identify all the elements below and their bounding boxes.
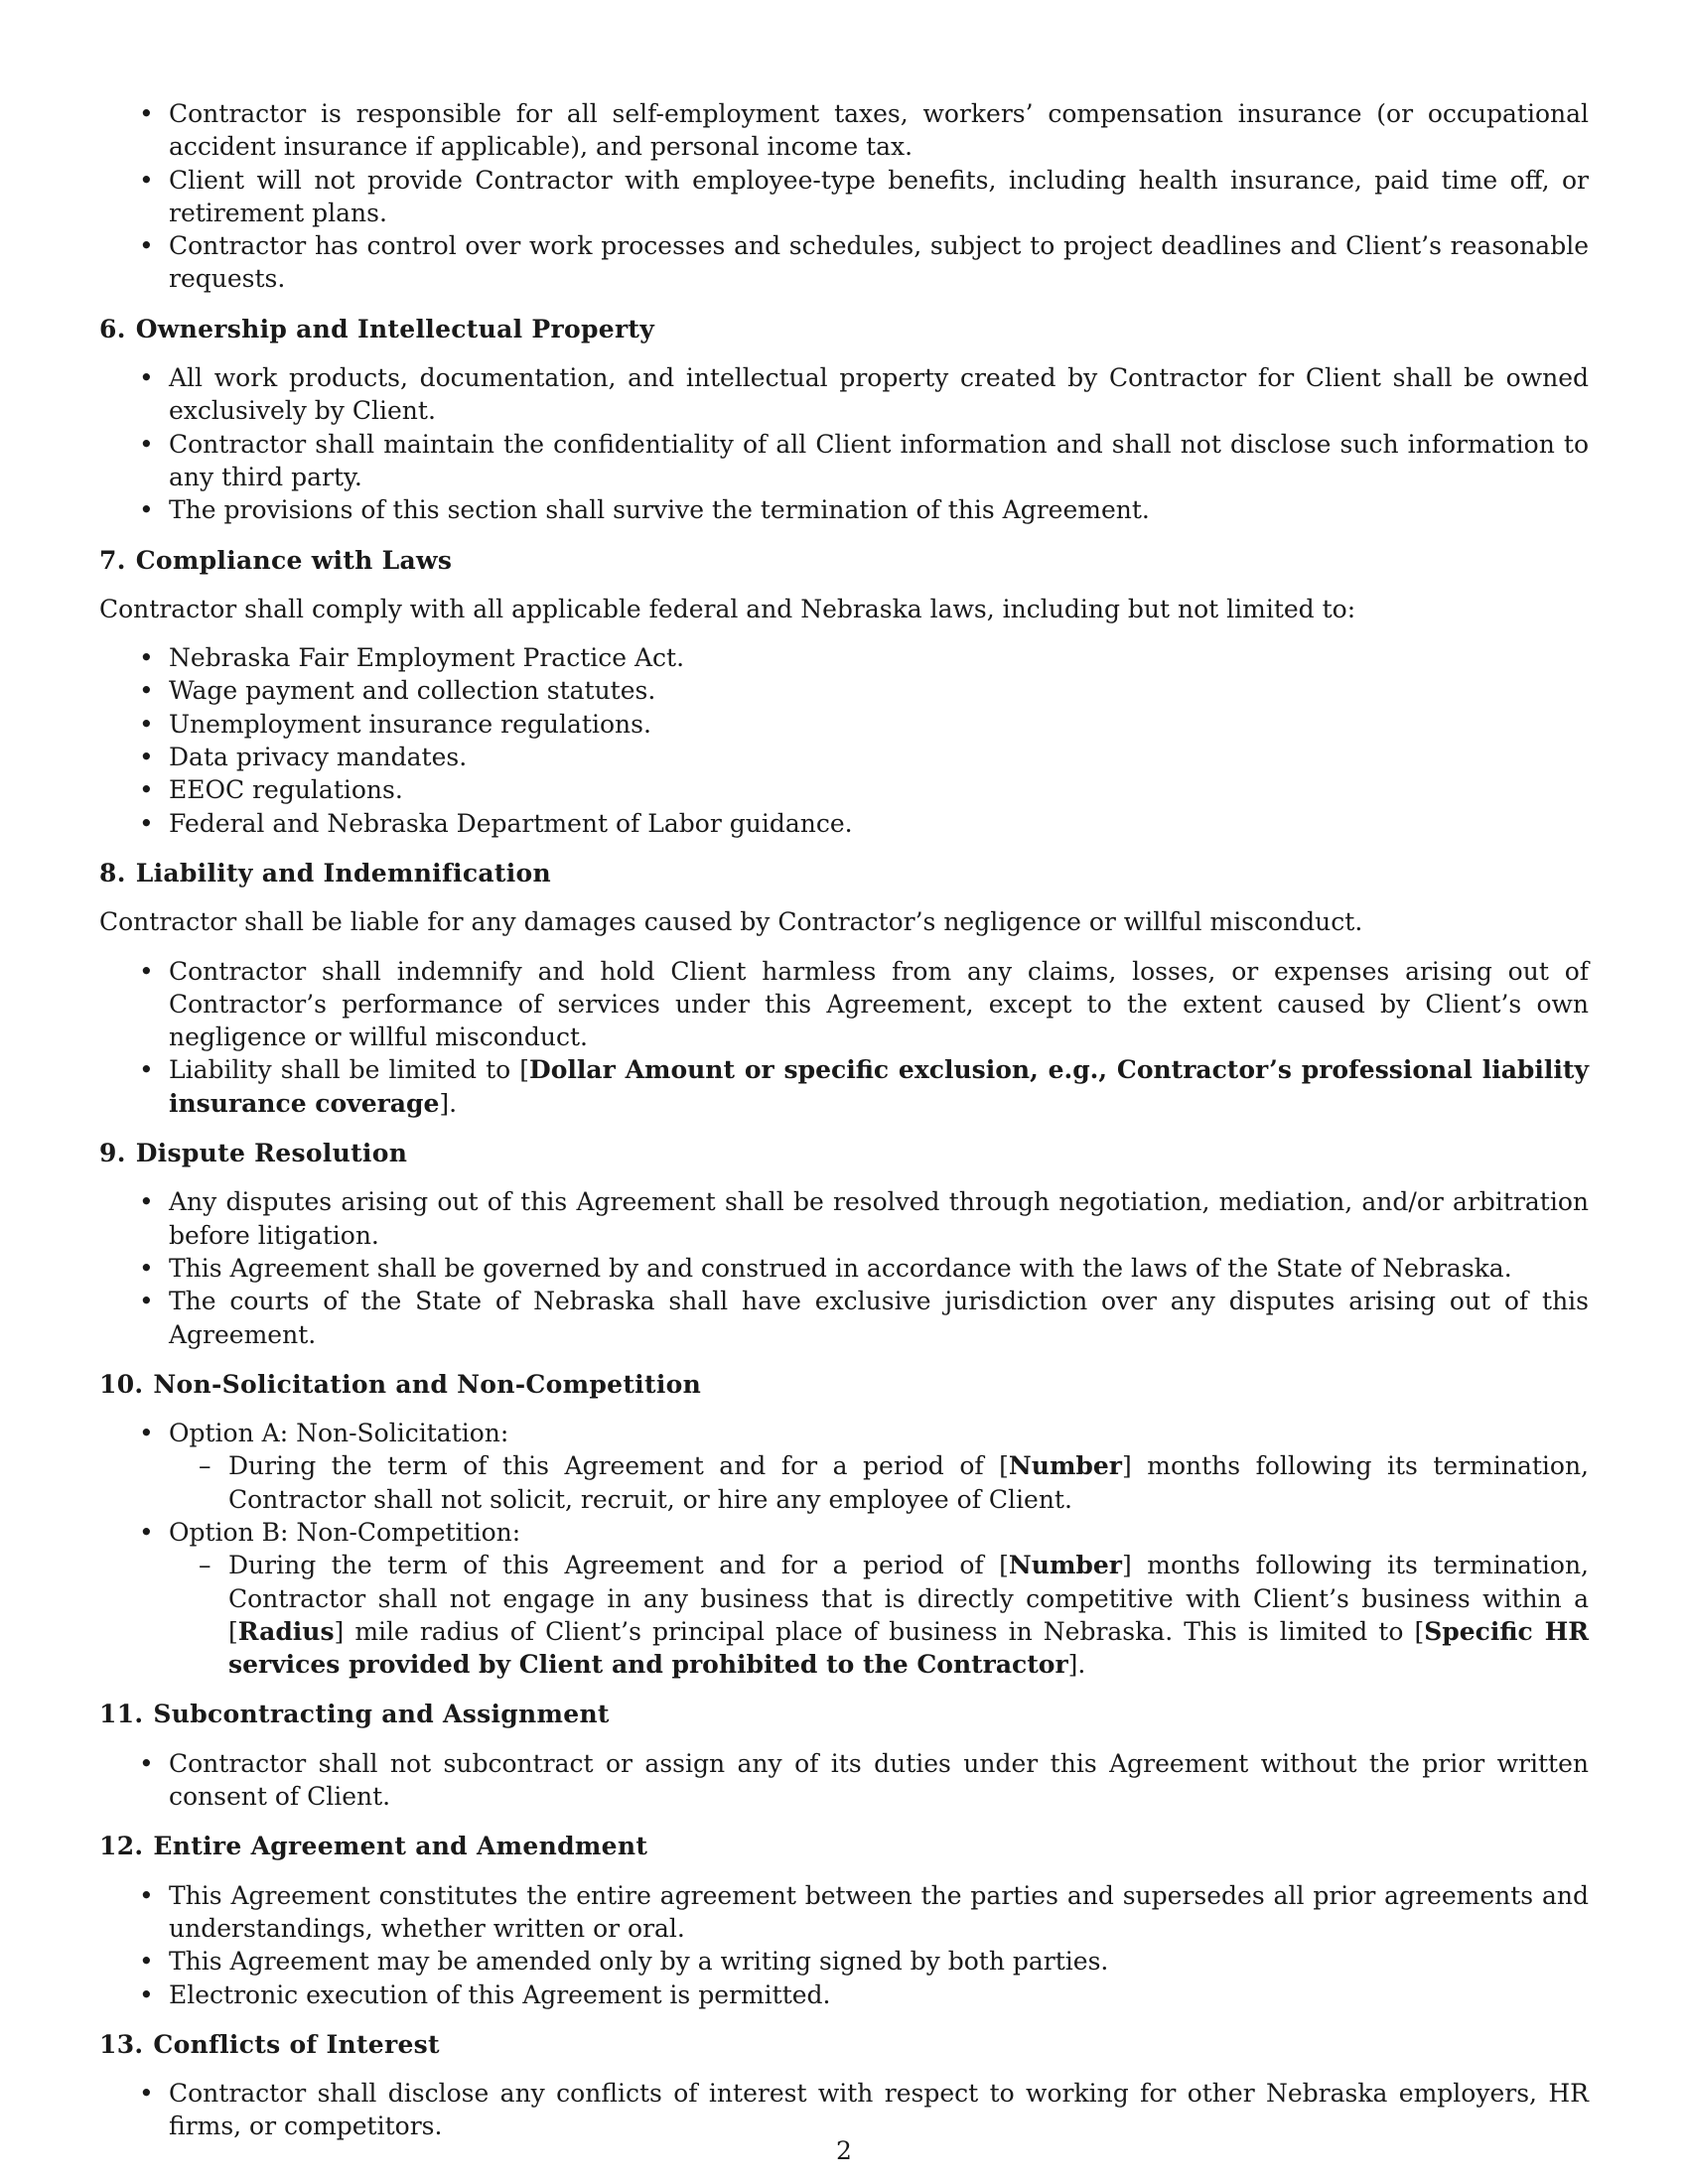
list-item: • This Agreement may be amended only by a writing signed by both parties. — [169, 1945, 1589, 1978]
option-label: Option A: Non-Solicitation: — [169, 1419, 509, 1448]
section-number: 13. — [99, 2029, 144, 2059]
section-number: 10. — [99, 1369, 144, 1399]
text-run: ] mile radius of Client’s principal place of business in Nebraska. This is limited to [ — [334, 1616, 1425, 1646]
page-number: 2 — [836, 2136, 852, 2165]
list-item: • The courts of the State of Nebraska shall have exclusive jurisdiction over any disputes arising out of this Agreement. — [169, 1285, 1589, 1351]
section-number: 9. — [99, 1139, 126, 1168]
section-number: 6. — [99, 314, 126, 343]
section-title: Conflicts of Interest — [153, 2029, 440, 2059]
section-number: 7. — [99, 545, 126, 575]
list-item: • Client will not provide Contractor with employee-type benefits, including health insurance, paid time off, or retirement plans. — [169, 164, 1589, 230]
text-run: Liability shall be limited to [ — [169, 1055, 530, 1085]
text-run: ] months following its termination, Contractor shall not engage in any business that is directly competitive with Client’s business within a [ — [228, 1551, 1589, 1646]
list-item: • Nebraska Fair Employment Practice Act. — [169, 641, 1589, 674]
text-run: ] months following its termination, Contractor shall not solicit, recruit, or hire any employee of Client. — [228, 1451, 1589, 1514]
section-title: Dispute Resolution — [135, 1139, 408, 1168]
list-item: • Any disputes arising out of this Agreement shall be resolved through negotiation, mediation, and/or arbitration before litigation. — [169, 1185, 1589, 1252]
list-item: • Electronic execution of this Agreement is permitted. — [169, 1979, 1589, 2011]
section-12 — [99, 1830, 1589, 2010]
list-item-option-b — [169, 1516, 1589, 1681]
list-item: • Contractor shall indemnify and hold Client harmless from any claims, losses, or expenses arising out of Contractor’s performance of services under this Agreement, except to the extent caused by Client’s own negligence or willful misconduct. — [169, 955, 1589, 1054]
bullet-list — [99, 361, 1589, 526]
list-item: • Contractor has control over work processes and schedules, subject to project deadlines and Client’s reasonable requests. — [169, 229, 1589, 296]
placeholder-bold: Dollar Amount or specific exclusion, e.g., Contractor’s professional liability insurance coverage — [169, 1055, 1589, 1118]
list-item: • All work products, documentation, and intellectual property created by Contractor for Client shall be owned exclusively by Client. — [169, 361, 1589, 428]
list-item: • Data privacy mandates. — [169, 741, 1589, 773]
placeholder-bold: Number — [1008, 1551, 1122, 1580]
list-item — [169, 1053, 1589, 1120]
section-6 — [99, 313, 1589, 527]
section-9 — [99, 1137, 1589, 1351]
section-intro: Contractor shall comply with all applicable federal and Nebraska laws, including but not limited to: — [99, 594, 1356, 623]
section-number: 12. — [99, 1832, 144, 1861]
list-item: • Contractor shall not subcontract or assign any of its duties under this Agreement without the prior written consent of Client. — [169, 1747, 1589, 1814]
bullet-list — [99, 1417, 1589, 1681]
section-7 — [99, 544, 1589, 840]
text-run: During the term of this Agreement and for a period of [ — [228, 1451, 1009, 1481]
sub-list — [169, 1449, 1589, 1516]
section-title: Non-Solicitation and Non-Competition — [153, 1369, 702, 1399]
list-item: • The provisions of this section shall survive the termination of this Agreement. — [169, 493, 1589, 526]
bullet-list — [99, 2077, 1589, 2143]
list-item: • This Agreement constitutes the entire agreement between the parties and supersedes all prior agreements and understandings, whether written or oral. — [169, 1879, 1589, 1946]
list-item: • Contractor is responsible for all self-employment taxes, workers’ compensation insurance (or occupational accident insurance if applicable), and personal income tax. — [169, 97, 1589, 164]
bullet-list — [99, 1185, 1589, 1350]
text-run: ]. — [1067, 1650, 1086, 1680]
list-item-option-a — [169, 1417, 1589, 1516]
section-title: Entire Agreement and Amendment — [153, 1832, 648, 1861]
list-item: • Unemployment insurance regulations. — [169, 708, 1589, 741]
sub-list-item — [228, 1549, 1589, 1681]
section-10 — [99, 1368, 1589, 1682]
section-intro: Contractor shall be liable for any damages caused by Contractor’s negligence or willful misconduct. — [99, 907, 1363, 937]
bullet-list — [99, 1879, 1589, 2011]
list-item: • Contractor shall maintain the confidentiality of all Client information and shall not disclose such information to any third party. — [169, 428, 1589, 494]
bullet-list — [99, 1747, 1589, 1814]
option-label: Option B: Non-Competition: — [169, 1517, 521, 1547]
text-run: ]. — [439, 1088, 458, 1118]
section-11 — [99, 1698, 1589, 1813]
section-title: Subcontracting and Assignment — [153, 1700, 610, 1729]
section-number: 8. — [99, 858, 126, 887]
section-heading — [99, 1830, 1589, 1862]
document-page — [99, 97, 1589, 2143]
section-heading — [99, 2028, 1589, 2061]
section-heading — [99, 1137, 1589, 1169]
section-heading — [99, 1698, 1589, 1730]
section-number: 11. — [99, 1700, 144, 1729]
section-title: Ownership and Intellectual Property — [135, 314, 655, 343]
placeholder-bold: Number — [1008, 1451, 1122, 1481]
list-item: • Contractor shall disclose any conflicts of interest with respect to working for other Nebraska employers, HR firms, or competitors. — [169, 2077, 1589, 2143]
list-item: • EEOC regulations. — [169, 773, 1589, 806]
bullet-list — [99, 641, 1589, 840]
section-heading — [99, 313, 1589, 345]
sub-list-item — [228, 1449, 1589, 1516]
section-13 — [99, 2028, 1589, 2143]
list-item: • This Agreement shall be governed by and construed in accordance with the laws of the State of Nebraska. — [169, 1252, 1589, 1285]
bullet-list — [99, 955, 1589, 1120]
sub-list — [169, 1549, 1589, 1681]
placeholder-bold: Specific HR services provided by Client and prohibited to the Contractor — [228, 1616, 1589, 1680]
placeholder-bold: Radius — [237, 1616, 335, 1646]
section-8 — [99, 857, 1589, 1120]
text-run: During the term of this Agreement and for a period of [ — [228, 1551, 1009, 1580]
section-heading — [99, 1368, 1589, 1401]
section-title: Liability and Indemnification — [135, 858, 551, 887]
section-heading — [99, 857, 1589, 889]
section-title: Compliance with Laws — [135, 545, 453, 575]
list-item: • Federal and Nebraska Department of Labor guidance. — [169, 807, 1589, 840]
section-heading — [99, 544, 1589, 577]
intro-bullet-list — [99, 97, 1589, 296]
list-item: • Wage payment and collection statutes. — [169, 674, 1589, 707]
